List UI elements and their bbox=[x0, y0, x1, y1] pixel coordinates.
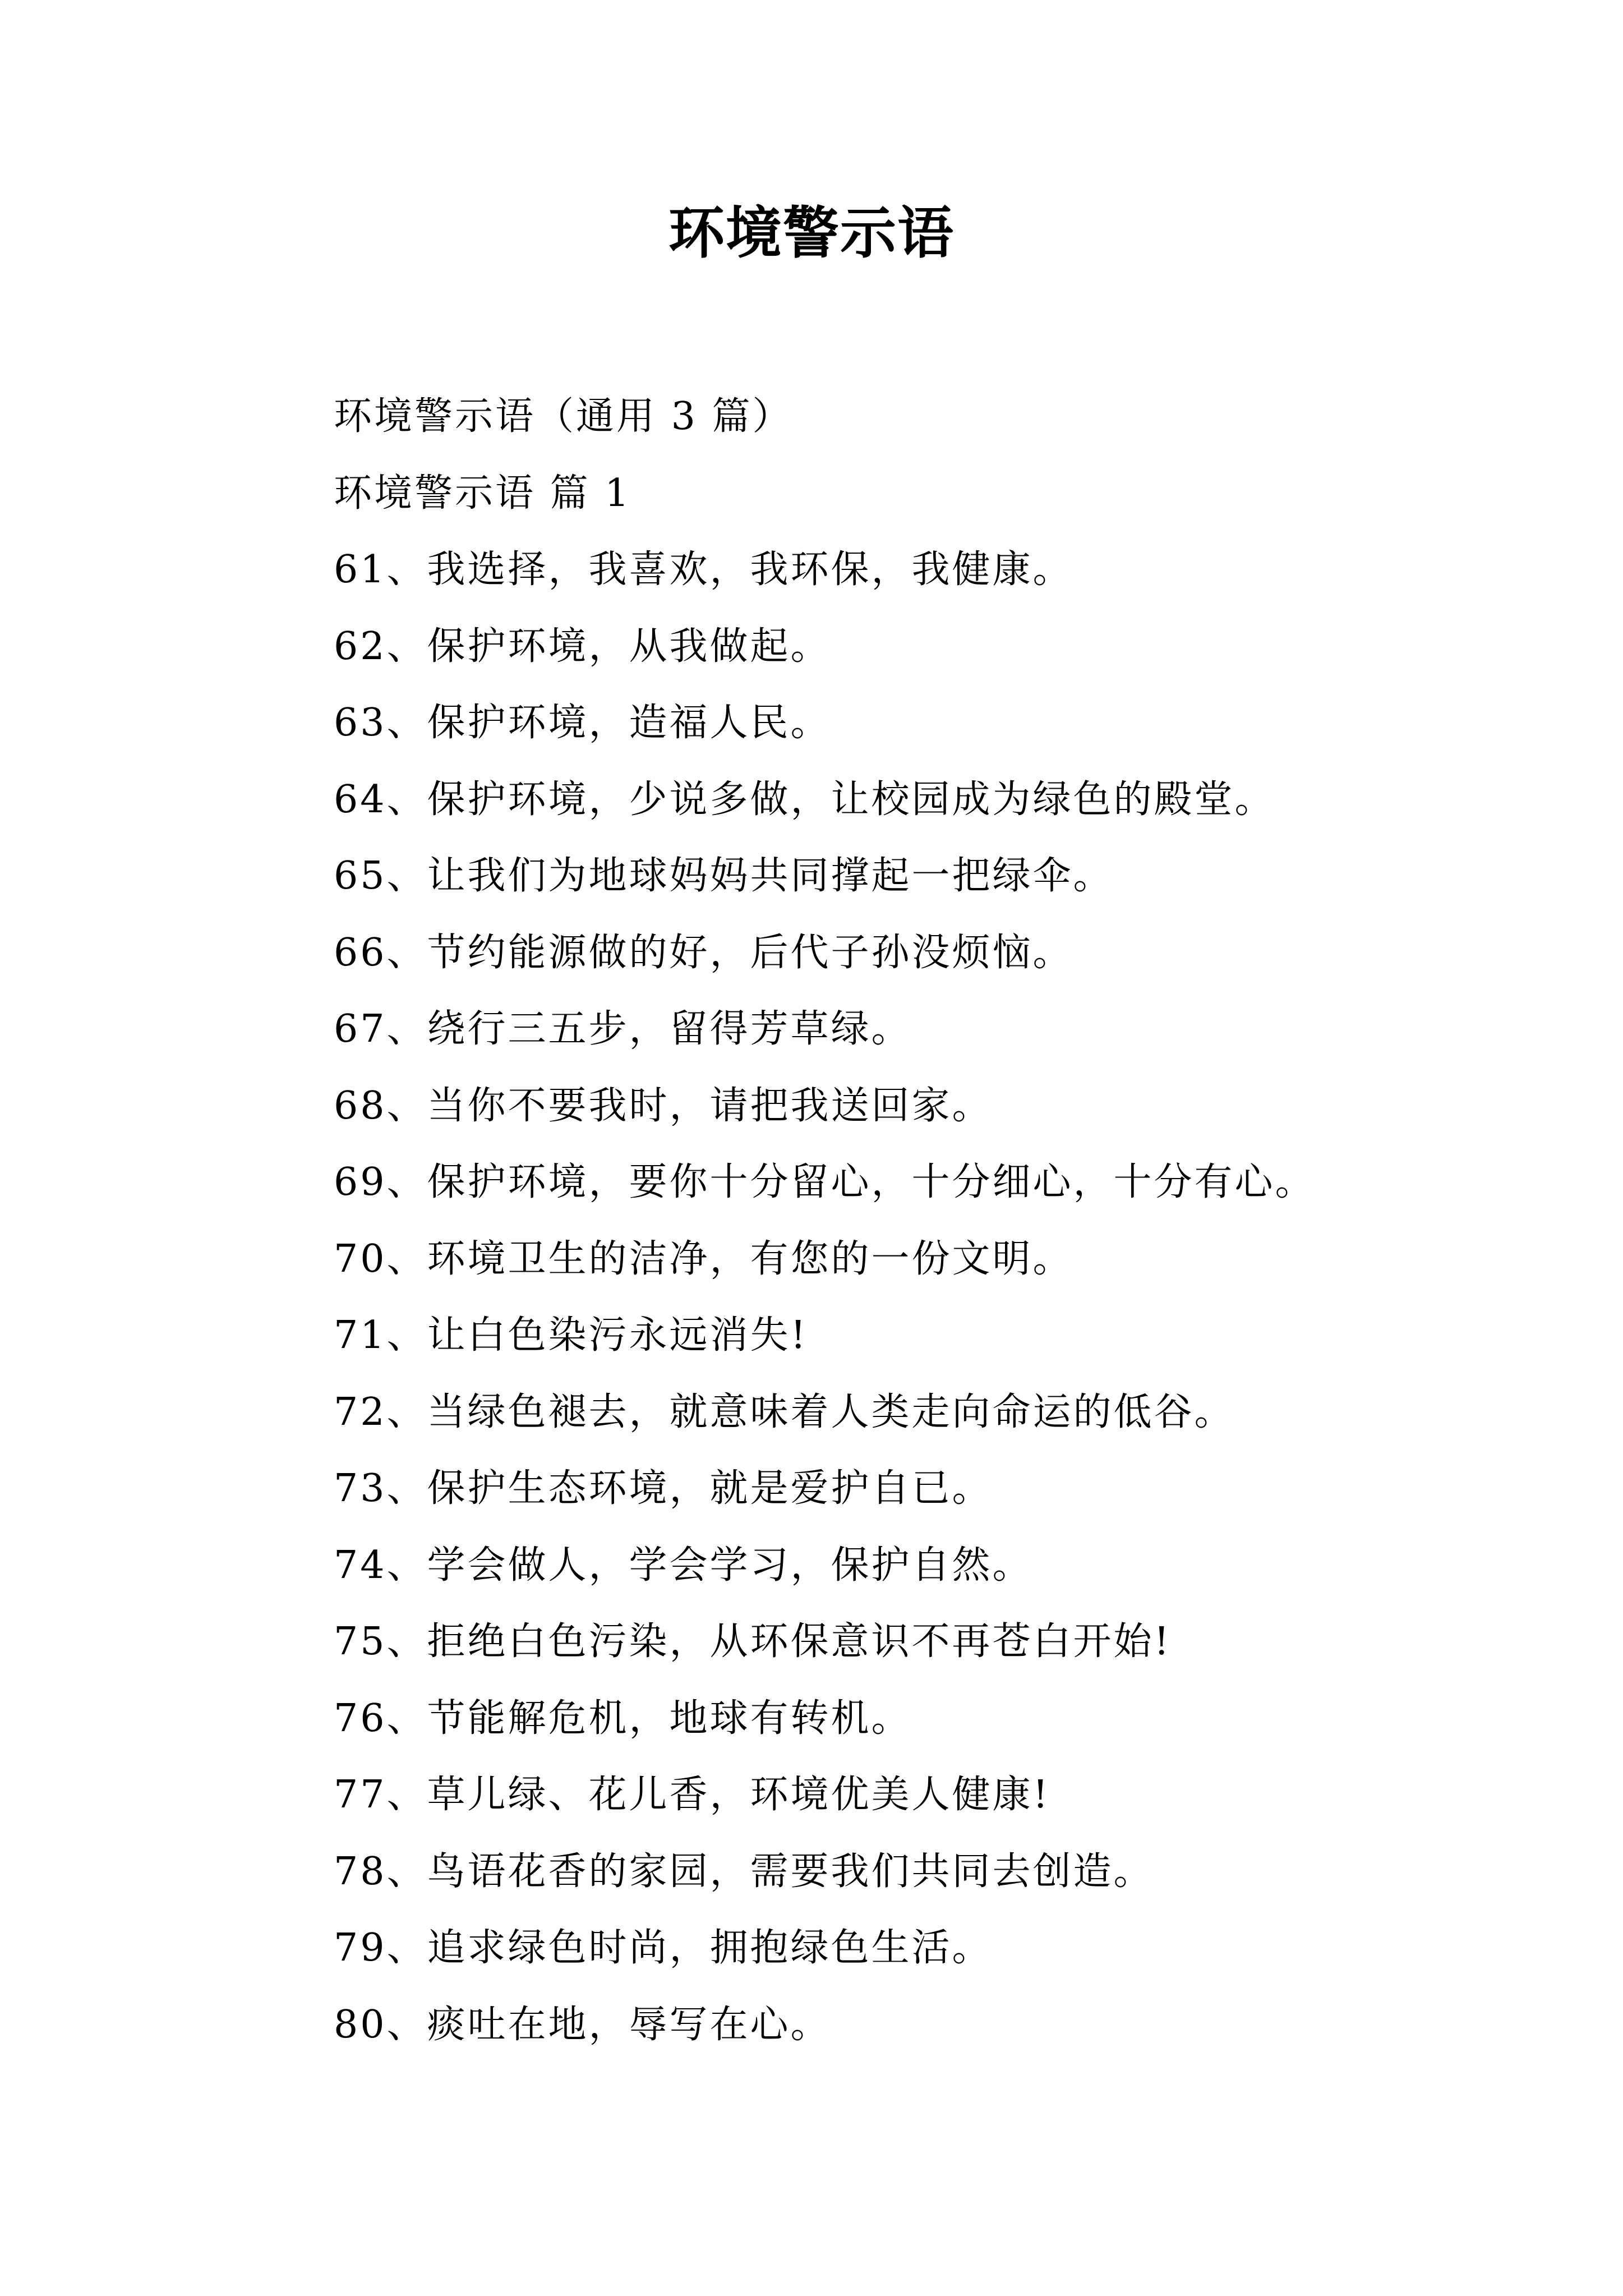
list-item: 70、环境卫生的洁净，有您的一份文明。 bbox=[334, 1236, 1073, 1281]
list-item: 67、绕行三五步，留得芳草绿。 bbox=[334, 1007, 912, 1051]
list-item: 68、当你不要我时，请把我送回家。 bbox=[334, 1083, 993, 1128]
list-item: 66、节约能源做的好，后代子孙没烦恼。 bbox=[334, 930, 1073, 975]
list-item: 71、让白色染污永远消失! bbox=[334, 1313, 808, 1358]
list-item: 63、保护环境，造福人民。 bbox=[334, 701, 831, 745]
list-item: 75、拒绝白色污染，从环保意识不再苍白开始! bbox=[334, 1619, 1172, 1664]
list-item: 64、保护环境，少说多做，让校园成为绿色的殿堂。 bbox=[334, 777, 1275, 822]
list-item: 76、节能解危机，地球有转机。 bbox=[334, 1696, 912, 1741]
list-item: 65、让我们为地球妈妈共同撑起一把绿伞。 bbox=[334, 854, 1114, 898]
list-item: 80、痰吐在地，辱写在心。 bbox=[334, 2002, 831, 2047]
list-item: 79、追求绿色时尚，拥抱绿色生活。 bbox=[334, 1926, 993, 1970]
list-item: 62、保护环境，从我做起。 bbox=[334, 624, 831, 669]
section-heading: 环境警示语 篇 1 bbox=[334, 471, 631, 516]
subtitle-line: 环境警示语（通用 3 篇） bbox=[334, 394, 793, 439]
list-item: 73、保护生态环境，就是爱护自已。 bbox=[334, 1466, 993, 1511]
page-title: 环境警示语 bbox=[668, 200, 955, 266]
slogan-list bbox=[334, 379, 1539, 2063]
list-item: 74、学会做人，学会学习，保护自然。 bbox=[334, 1543, 1033, 1588]
list-item: 72、当绿色褪去，就意味着人类走向命运的低谷。 bbox=[334, 1389, 1235, 1434]
list-item: 61、我选择，我喜欢，我环保，我健康。 bbox=[334, 547, 1073, 592]
list-item: 77、草儿绿、花儿香，环境优美人健康! bbox=[334, 1773, 1050, 1817]
list-item: 69、保护环境，要你十分留心，十分细心，十分有心。 bbox=[334, 1160, 1316, 1204]
list-item: 78、鸟语花香的家园，需要我们共同去创造。 bbox=[334, 1849, 1154, 1894]
